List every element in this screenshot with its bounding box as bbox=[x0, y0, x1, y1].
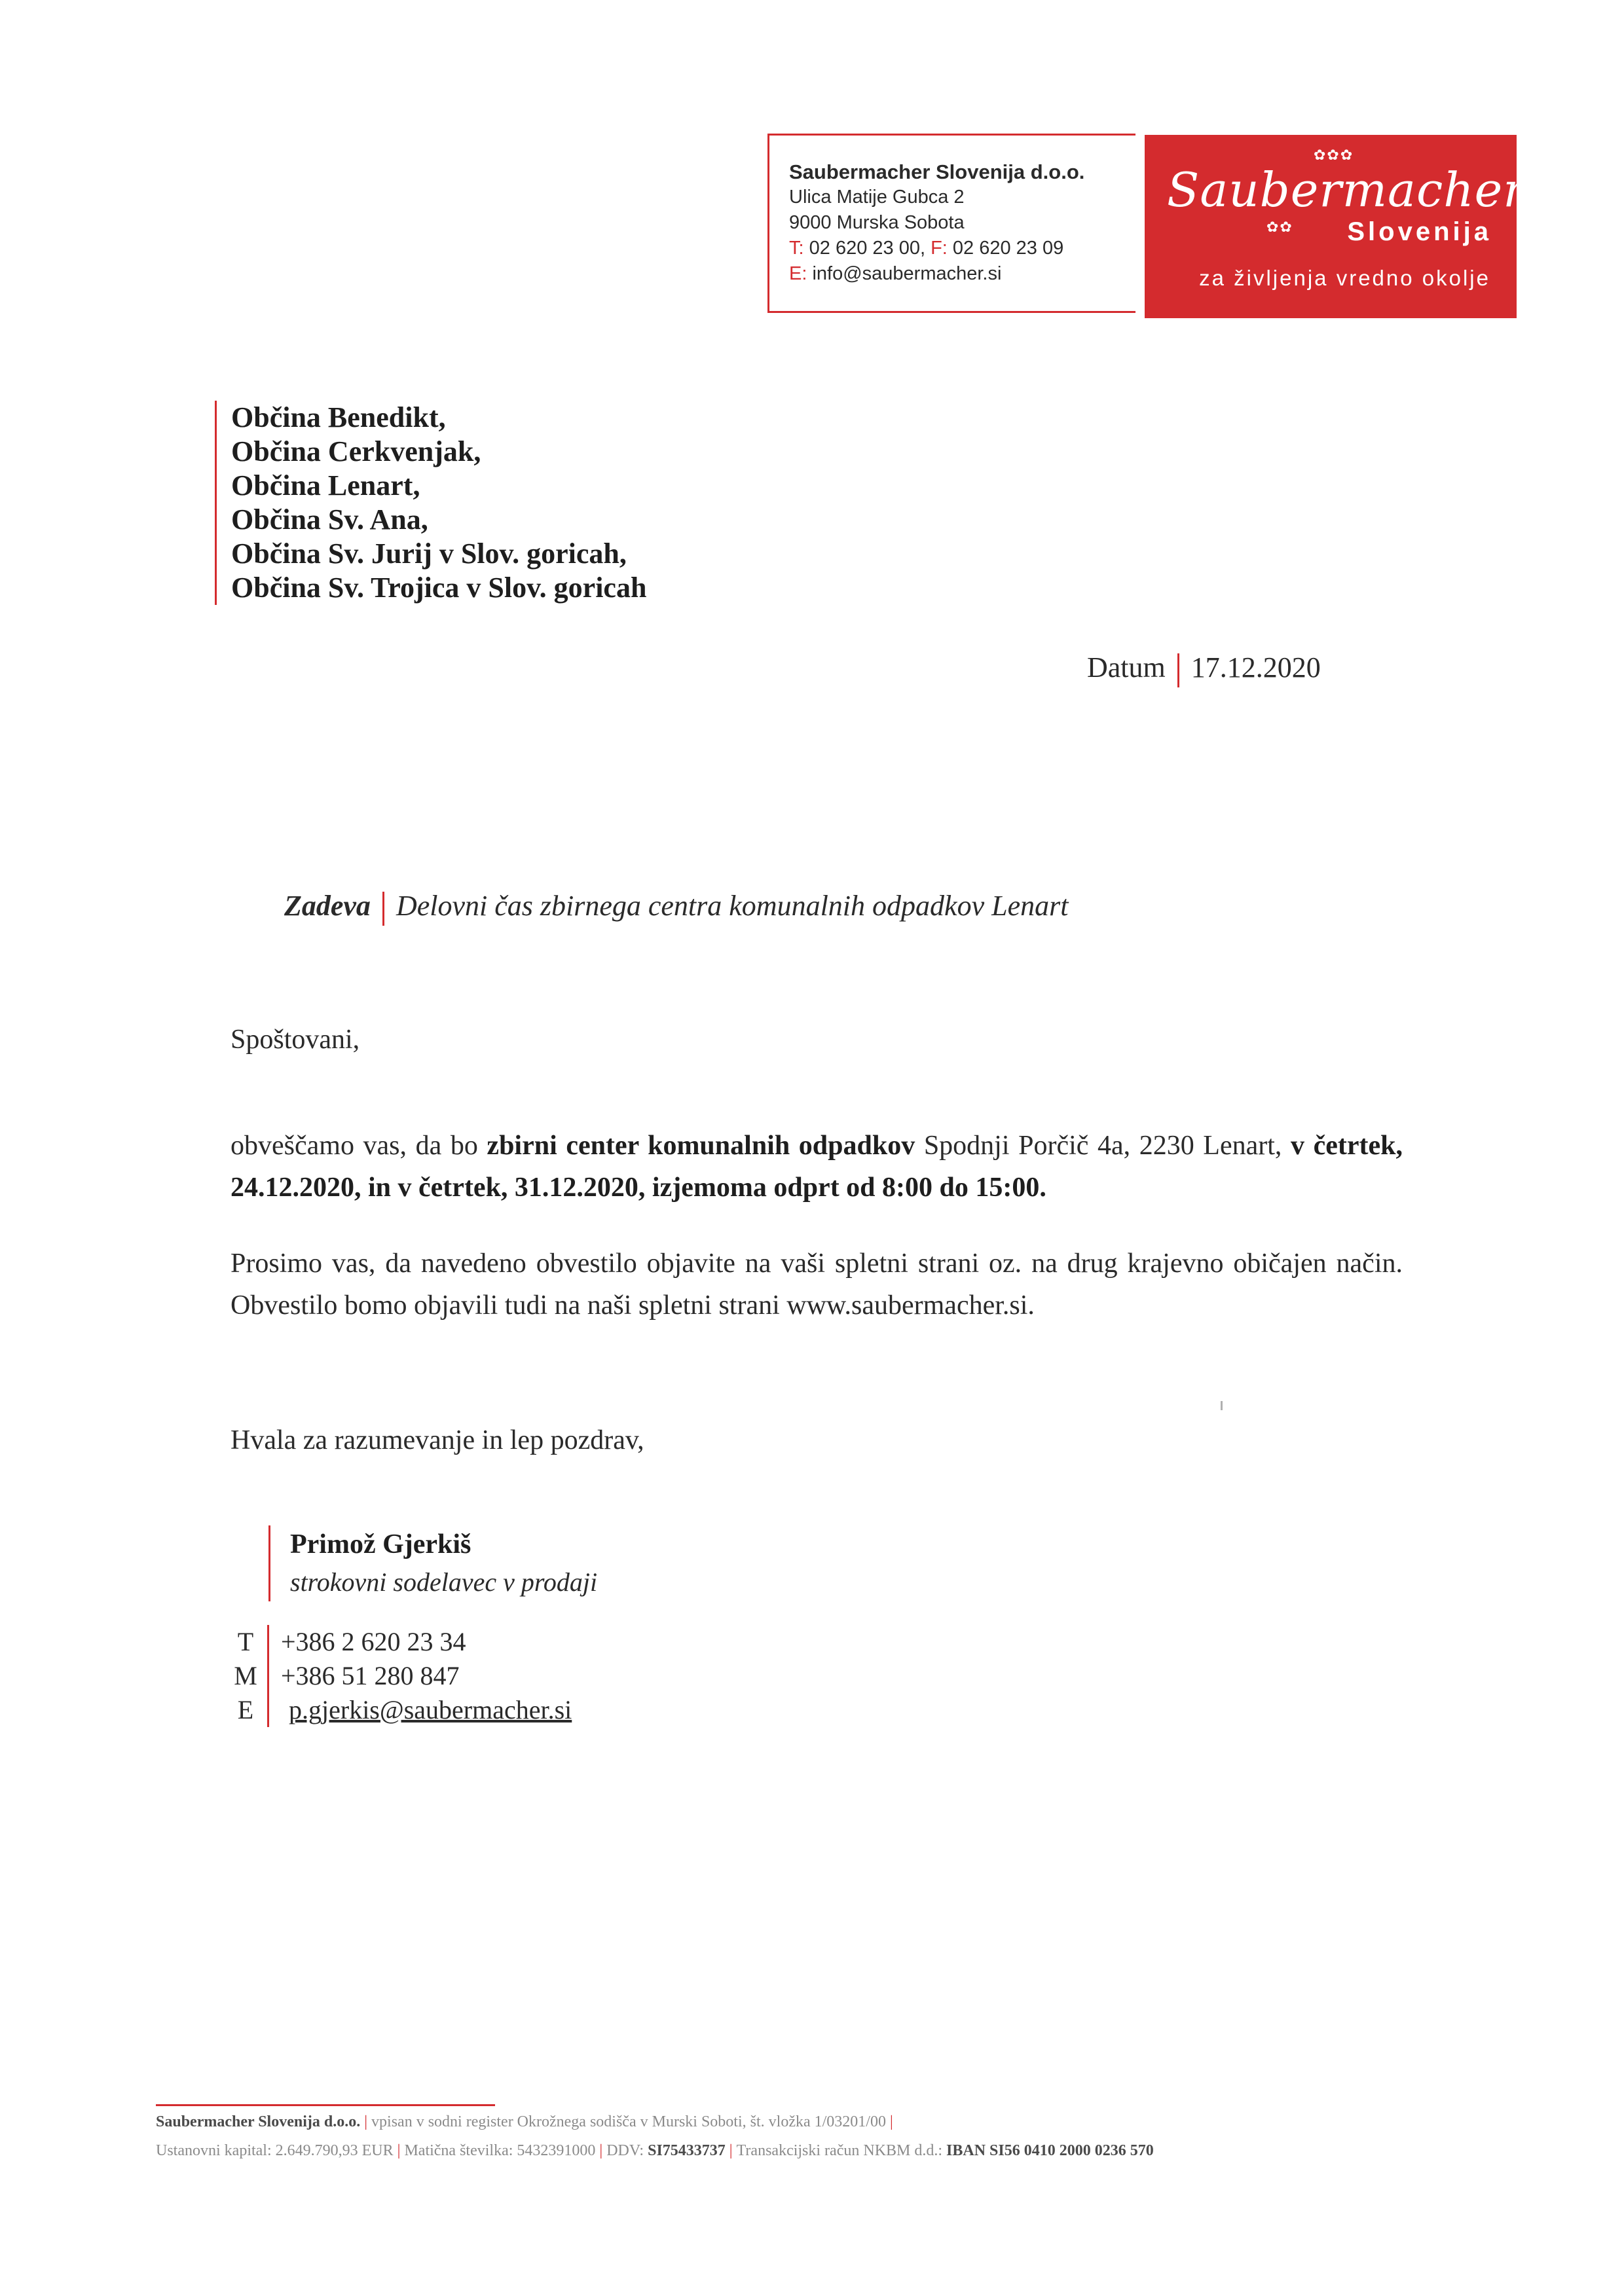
date-row bbox=[1087, 649, 1321, 687]
recipient-item: Občina Sv. Trojica v Slov. goricah bbox=[231, 572, 647, 604]
logo-country: Slovenija bbox=[1347, 217, 1492, 246]
greeting: Spoštovani, bbox=[231, 1025, 360, 1055]
date-label: Datum bbox=[1087, 651, 1166, 683]
logo-slogan: za življenja vredno okolje bbox=[1199, 266, 1490, 290]
logo-dots-icon-small: ✿✿ bbox=[1266, 219, 1293, 235]
paragraph1-bold2: v četrtek, 24.12.2020, in v četrtek, 31.12.2020, izjemoma odprt od 8:00 do 15:00. bbox=[231, 1131, 1403, 1203]
recipient-item: Občina Lenart, bbox=[231, 469, 420, 501]
contact-separator bbox=[267, 1625, 269, 1659]
paragraph1-text2: Spodnji Porčič 4a, 2230 Lenart, bbox=[915, 1131, 1291, 1161]
recipient-item: Občina Sv. Ana, bbox=[231, 503, 428, 536]
signature-role: strokovni sodelavec v prodaji bbox=[290, 1567, 598, 1597]
contact-email-link[interactable]: p.gjerkis@saubermacher.si bbox=[289, 1695, 572, 1724]
letterhead-phone: 02 620 23 00, bbox=[809, 238, 926, 259]
footer-company: Saubermacher Slovenija d.o.o. bbox=[156, 2113, 361, 2130]
footer-vat-label: DDV: bbox=[606, 2142, 644, 2159]
footer-vat: SI75433737 bbox=[648, 2142, 726, 2159]
subject-label: Zadeva bbox=[284, 890, 371, 922]
letterhead-city: 9000 Murska Sobota bbox=[789, 212, 965, 233]
scan-mark bbox=[1221, 1401, 1223, 1410]
footer-bank-label: Transakcijski račun NKBM d.d.: bbox=[736, 2142, 943, 2159]
subject-row bbox=[284, 888, 1068, 926]
recipient-item: Občina Benedikt, bbox=[231, 401, 446, 433]
paragraph-announcement bbox=[231, 1125, 1403, 1209]
letterhead-fax: 02 620 23 09 bbox=[952, 238, 1064, 259]
footer-divider bbox=[156, 2104, 495, 2106]
phone-label: T: bbox=[789, 238, 804, 259]
paragraph1-bold1: zbirni center komunalnih odpadkov bbox=[487, 1131, 915, 1161]
subject-separator bbox=[382, 892, 384, 926]
recipient-list bbox=[215, 401, 646, 605]
recipient-item: Občina Cerkvenjak, bbox=[231, 435, 481, 467]
signature-block bbox=[268, 1525, 597, 1601]
contact-label: E bbox=[237, 1695, 254, 1724]
letterhead-street: Ulica Matije Gubca 2 bbox=[789, 187, 965, 208]
contact-label: M bbox=[234, 1661, 257, 1690]
letterhead-email-line bbox=[789, 261, 1135, 287]
contact-row-email bbox=[233, 1693, 572, 1727]
footer-line-1: Saubermacher Slovenija d.o.o. | vpisan v sodni register Okrožnega sodišča v Murski Soboti, št. vložka 1/03201/00 | bbox=[156, 2113, 893, 2130]
footer-register: vpisan v sodni register Okrožnega sodišča v Murski Soboti, št. vložka 1/03201/00 bbox=[371, 2113, 886, 2130]
paragraph-request: Prosimo vas, da navedeno obvestilo objavite na vaši spletni strani oz. na drug krajevno običajen način. Obvestilo bomo objavili tudi na naši spletni strani www.saubermacher.si. bbox=[231, 1248, 1403, 1321]
subject-text: Delovni čas zbirnega centra komunalnih odpadkov Lenart bbox=[396, 890, 1069, 922]
date-value: 17.12.2020 bbox=[1190, 651, 1321, 683]
letterhead-company: Saubermacher Slovenija d.o.o. bbox=[789, 160, 1085, 183]
company-logo bbox=[1145, 135, 1526, 318]
fax-label: F: bbox=[931, 238, 948, 259]
recipient-item: Občina Sv. Jurij v Slov. goricah, bbox=[231, 538, 627, 570]
footer-capital: Ustanovni kapital: 2.649.790,93 EUR bbox=[156, 2142, 394, 2159]
footer-iban: IBAN SI56 0410 2000 0236 570 bbox=[946, 2142, 1154, 2159]
contact-label: T bbox=[237, 1627, 254, 1656]
contact-phone: +386 2 620 23 34 bbox=[281, 1627, 466, 1656]
contact-separator bbox=[267, 1659, 269, 1693]
footer-reg-number: Matična številka: 5432391000 bbox=[404, 2142, 596, 2159]
contact-separator bbox=[267, 1693, 269, 1727]
logo-dots-icon: ✿✿✿ bbox=[1314, 147, 1354, 163]
logo-script: Saubermacher bbox=[1167, 162, 1526, 217]
paragraph1-text1: obveščamo vas, da bo bbox=[231, 1131, 487, 1161]
contact-row-mobile bbox=[233, 1659, 572, 1693]
closing: Hvala za razumevanje in lep pozdrav, bbox=[231, 1425, 644, 1455]
contact-mobile: +386 51 280 847 bbox=[281, 1661, 460, 1690]
contact-row-phone bbox=[233, 1625, 572, 1659]
letterhead-phone-line bbox=[789, 236, 1135, 261]
letterhead-email: info@saubermacher.si bbox=[812, 263, 1002, 284]
signature-name: Primož Gjerkiš bbox=[290, 1529, 471, 1559]
contact-table bbox=[233, 1625, 572, 1727]
email-label: E: bbox=[789, 263, 807, 284]
footer-line-2: Ustanovni kapital: 2.649.790,93 EUR | Matična številka: 5432391000 | DDV: SI75433737 | Transakcijski račun NKBM d.d.: IBAN SI56 0410 2000 0236 570 bbox=[156, 2142, 1154, 2159]
date-separator bbox=[1177, 653, 1179, 687]
letterhead-address-box bbox=[767, 134, 1135, 313]
